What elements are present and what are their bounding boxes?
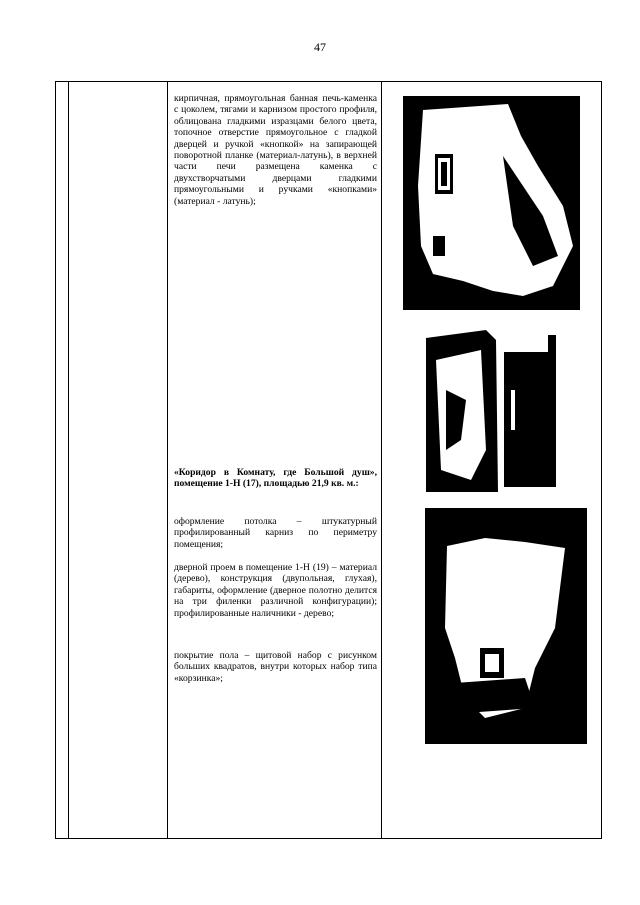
paragraph-doorway: дверной проем в помещение 1-Н (19) – материал (дерево), конструкция (двупольная, глухая), габариты, оформление (дверное полотно делится на три филенки различной конфигурации); профилированные наличники - дерево; <box>174 562 377 619</box>
corridor-door-photo <box>426 330 560 492</box>
paragraph-corridor-heading: «Коридор в Комнату, где Большой душ», помещение 1-Н (17), площадью 21,9 кв. м.: <box>174 467 377 490</box>
column-divider-1 <box>68 82 69 838</box>
page-number: 47 <box>314 40 326 54</box>
description-column <box>174 82 377 838</box>
paragraph-ceiling: оформление потолка – штукатурный профилированный карниз по периметру помещения; <box>174 516 377 550</box>
column-divider-2 <box>167 82 168 838</box>
paragraph-stove: кирпичная, прямоугольная банная печь-каменка с цоколем, тягами и карнизом простого профиля, облицована гладкими изразцами белого цвета, топочное отверстие прямоугольное с гладкой дверцей и ручкой «кнопкой» на запирающей поворотной планке (материал-латунь), в верхней части печи размещена каменка с двухстворчатыми дверцами гладкими прямоугольными и ручками «кнопками» (материал - латунь); <box>174 93 377 207</box>
paragraph-floor: покрытие пола – щитовой набор с рисунком больших квадратов, внутри которых набор типа «корзинка»; <box>174 650 377 684</box>
stove-photo <box>403 96 580 310</box>
column-divider-3 <box>381 82 382 838</box>
floor-photo <box>425 508 587 744</box>
